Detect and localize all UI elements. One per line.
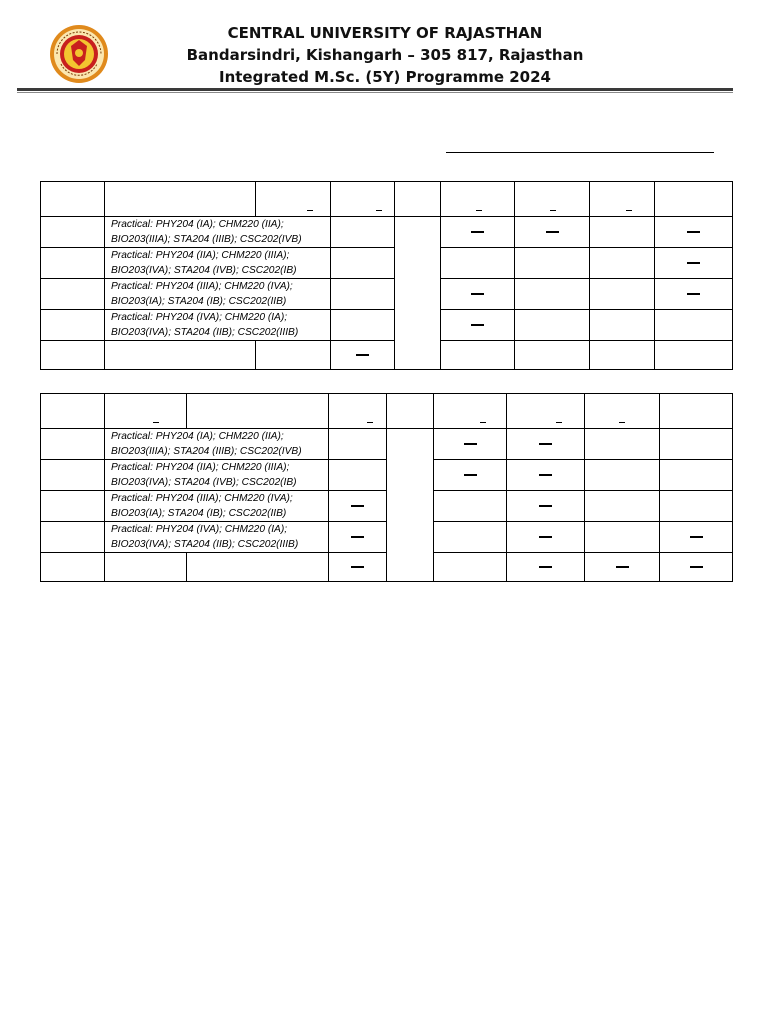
dash-mark (687, 231, 700, 232)
table-row (41, 341, 733, 370)
timetable-1 (40, 181, 733, 370)
timetable-2 (40, 393, 733, 582)
merged-cell (395, 217, 441, 370)
header-cell (585, 394, 660, 429)
header-rule (17, 88, 733, 91)
header-cell (105, 182, 256, 217)
table-row (41, 429, 733, 460)
header-cell (41, 182, 105, 217)
header-cell (515, 182, 590, 217)
practical-cell: Practical: PHY204 (IIIA); CHM220 (IVA); BIO203(IA); STA204 (IB); CSC202(IIB) (105, 279, 331, 310)
dash-mark (690, 566, 703, 567)
header-cell (329, 394, 387, 429)
header-cell (507, 394, 585, 429)
header-cell (187, 394, 329, 429)
practical-cell: Practical: PHY204 (IVA); CHM220 (IA); BIO203(IVA); STA204 (IIB); CSC202(IIIB) (105, 522, 329, 553)
dash-mark (687, 293, 700, 294)
header-cell (434, 394, 507, 429)
dash-mark (351, 505, 364, 506)
practical-cell: Practical: PHY204 (IIIA); CHM220 (IVA); BIO203(IA); STA204 (IB); CSC202(IIB) (105, 491, 329, 522)
header-cell (660, 394, 733, 429)
dash-mark (616, 566, 629, 567)
table-row (41, 248, 733, 279)
dash-mark (356, 354, 369, 355)
dash-mark (690, 536, 703, 537)
header-cell (655, 182, 733, 217)
table-header-row (41, 394, 733, 429)
header-cell (387, 394, 434, 429)
signature-line (446, 152, 714, 153)
dash-mark (351, 536, 364, 537)
merged-cell (387, 429, 434, 582)
dash-mark (471, 293, 484, 294)
practical-cell: Practical: PHY204 (IIA); CHM220 (IIIA); BIO203(IVA); STA204 (IVB); CSC202(IB) (105, 460, 329, 491)
header-cell (256, 182, 331, 217)
university-name: CENTRAL UNIVERSITY OF RAJASTHAN (227, 24, 543, 42)
table-row (41, 279, 733, 310)
header-cell (331, 182, 395, 217)
dash-mark (539, 474, 552, 475)
dash-mark (464, 474, 477, 475)
table-row (41, 310, 733, 341)
header-cell (105, 394, 187, 429)
header-text (150, 22, 620, 88)
practical-cell: Practical: PHY204 (IA); CHM220 (IIA); BIO203(IIIA); STA204 (IIIB); CSC202(IVB) (105, 429, 329, 460)
university-seal-icon (49, 24, 109, 84)
header-rule-thin (17, 92, 733, 93)
dash-mark (546, 231, 559, 232)
practical-cell: Practical: PHY204 (IVA); CHM220 (IA); BIO203(IVA); STA204 (IIB); CSC202(IIIB) (105, 310, 331, 341)
header-cell (41, 394, 105, 429)
university-address: Bandarsindri, Kishangarh – 305 817, Rajasthan (186, 46, 584, 64)
dash-mark (539, 536, 552, 537)
table-row (41, 217, 733, 248)
header-cell (441, 182, 515, 217)
table-header-row (41, 182, 733, 217)
document-header (0, 18, 768, 90)
programme-title: Integrated M.Sc. (5Y) Programme 2024 (219, 68, 551, 86)
dash-mark (539, 443, 552, 444)
dash-mark (471, 231, 484, 232)
dash-mark (351, 566, 364, 567)
practical-cell: Practical: PHY204 (IIA); CHM220 (IIIA); BIO203(IVA); STA204 (IVB); CSC202(IB) (105, 248, 331, 279)
header-cell (395, 182, 441, 217)
dash-mark (539, 566, 552, 567)
practical-cell: Practical: PHY204 (IA); CHM220 (IIA); BIO203(IIIA); STA204 (IIIB); CSC202(IVB) (105, 217, 331, 248)
dash-mark (464, 443, 477, 444)
dash-mark (539, 505, 552, 506)
dash-mark (687, 262, 700, 263)
header-cell (590, 182, 655, 217)
dash-mark (471, 324, 484, 325)
